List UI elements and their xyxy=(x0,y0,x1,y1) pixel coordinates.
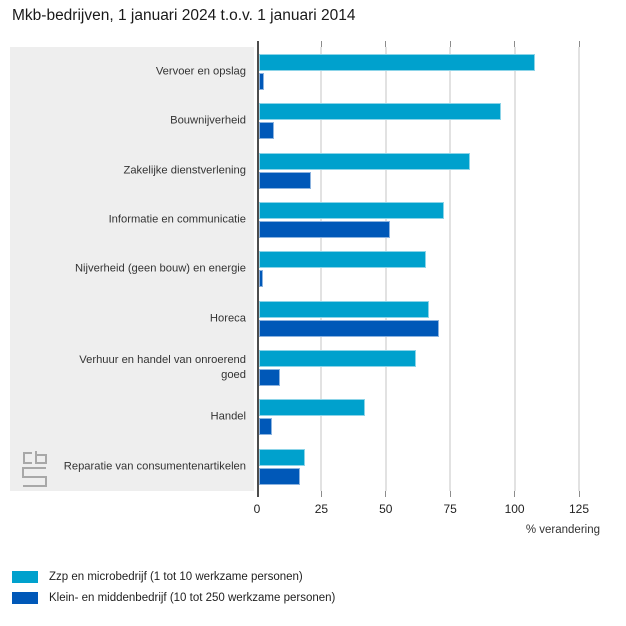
bar[interactable] xyxy=(259,270,263,287)
legend-item[interactable] xyxy=(12,566,335,587)
bar[interactable] xyxy=(259,221,390,238)
category-label: Nijverheid (geen bouw) en energie xyxy=(74,262,246,275)
bar[interactable] xyxy=(259,320,439,337)
x-axis-title: % verandering xyxy=(525,524,600,536)
tick-label: 75 xyxy=(443,502,457,516)
axis-tick xyxy=(514,491,515,497)
bar[interactable] xyxy=(259,172,311,189)
legend-swatch xyxy=(12,571,38,583)
tick-label: 100 xyxy=(504,502,525,516)
axis-tick xyxy=(450,491,451,497)
axis-tick xyxy=(450,41,451,47)
bar[interactable] xyxy=(259,449,305,466)
bar[interactable] xyxy=(259,251,426,268)
category-label: Bouwnijverheid xyxy=(170,114,246,127)
bar[interactable] xyxy=(259,153,470,170)
legend xyxy=(12,566,335,608)
category-label: Horeca xyxy=(209,312,246,325)
bar[interactable] xyxy=(259,122,274,139)
tick-label: 125 xyxy=(568,502,590,516)
category-label: Vervoer en opslag xyxy=(155,65,246,78)
axis-tick xyxy=(385,491,386,497)
bar[interactable] xyxy=(259,103,501,120)
axis-tick xyxy=(579,41,580,47)
category-label: Verhuur en handel van onroerend goed xyxy=(79,353,246,381)
legend-item[interactable] xyxy=(12,587,335,608)
bar[interactable] xyxy=(259,350,416,367)
bar[interactable] xyxy=(259,468,300,485)
gridline xyxy=(578,47,580,491)
legend-swatch xyxy=(12,592,38,604)
tick-label: 0 xyxy=(253,502,261,516)
bar[interactable] xyxy=(259,73,264,90)
category-label: Handel xyxy=(210,410,246,423)
tick-label: 50 xyxy=(379,502,393,516)
axis-tick xyxy=(579,491,580,497)
tick-label: 25 xyxy=(314,502,329,516)
axis-tick xyxy=(321,491,322,497)
category-label: Zakelijke dienstverlening xyxy=(123,164,246,177)
bar[interactable] xyxy=(259,202,444,219)
gridline xyxy=(514,47,516,491)
legend-label: Zzp en microbedrijf (1 tot 10 werkzame personen) xyxy=(49,570,303,583)
axis-tick xyxy=(385,41,386,47)
chart-title: Mkb-bedrijven, 1 januari 2024 t.o.v. 1 januari 2014 xyxy=(12,7,356,24)
legend-label: Klein- en middenbedrijf (10 tot 250 werkzame personen) xyxy=(49,591,336,604)
axis-tick xyxy=(514,41,515,47)
bar[interactable] xyxy=(259,301,429,318)
cbs-logo-icon xyxy=(21,451,48,494)
bar[interactable] xyxy=(259,418,272,435)
bar[interactable] xyxy=(259,54,535,71)
category-label: Informatie en communicatie xyxy=(108,213,246,226)
bar[interactable] xyxy=(259,369,280,386)
category-label: Reparatie van consumentenartikelen xyxy=(63,460,246,473)
axis-tick xyxy=(321,41,322,47)
bar[interactable] xyxy=(259,399,365,416)
